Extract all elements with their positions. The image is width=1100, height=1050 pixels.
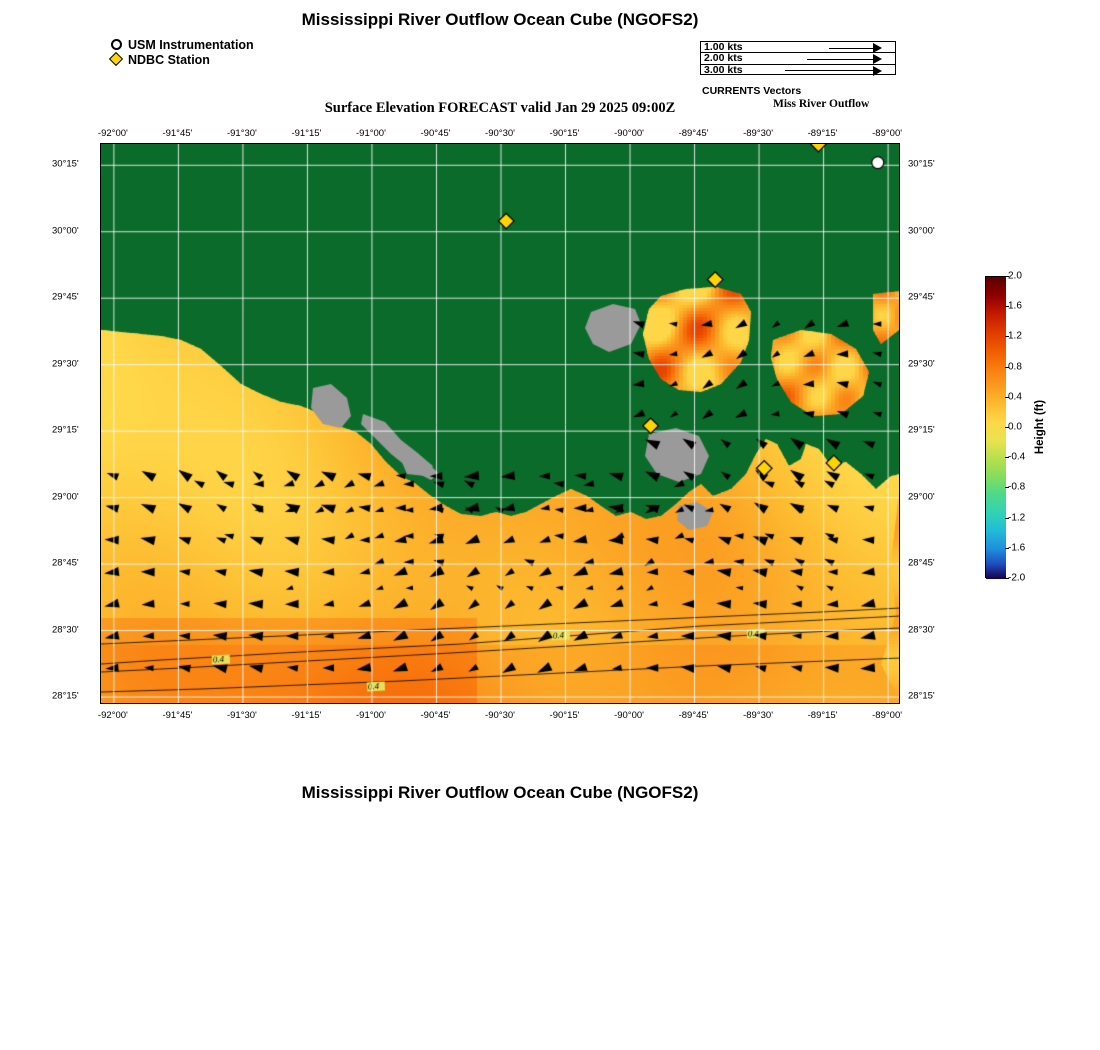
vector-arrowhead-3kt — [873, 66, 882, 76]
x-tick-label-top: -90°15' — [549, 128, 580, 139]
x-tick-label-top: -90°30' — [485, 128, 515, 139]
y-tick-label-right: 30°15' — [908, 158, 935, 170]
vector-arrowhead-1kt — [873, 43, 882, 53]
vector-key-label: 3.00 kts — [704, 63, 743, 76]
x-tick-label-top: -91°00' — [355, 128, 386, 139]
x-tick-label-bottom: -91°30' — [226, 710, 257, 721]
x-tick-label-bottom: -90°45' — [420, 710, 451, 721]
x-tick-label-top: -90°45' — [420, 128, 451, 139]
y-tick-label-right: 29°15' — [908, 424, 935, 436]
y-tick-label-right: 30°00' — [908, 225, 935, 237]
x-tick-label-bottom: -89°00' — [872, 710, 903, 721]
legend-label-usm: USM Instrumentation — [128, 38, 254, 52]
y-tick-label-left: 28°15' — [52, 690, 79, 702]
vector-arrowhead-2kt — [873, 54, 882, 64]
vector-key-label: 1.00 kts — [704, 41, 743, 53]
colorbar-tick-label: 2.0 — [1008, 270, 1022, 282]
ndbc-station-icon — [109, 52, 123, 66]
vector-shaft-1kt — [829, 48, 873, 49]
colorbar — [985, 276, 1005, 578]
x-tick-label-bottom: -89°30' — [743, 710, 774, 721]
y-tick-label-left: 29°30' — [52, 358, 79, 370]
x-tick-label-bottom: -91°15' — [291, 710, 322, 721]
colorbar-tick-label: -2.0 — [1008, 572, 1026, 584]
x-tick-label-bottom: -91°45' — [162, 710, 193, 721]
y-tick-label-left: 30°15' — [52, 158, 79, 170]
y-tick-label-right: 28°45' — [908, 557, 935, 569]
x-tick-label-bottom: -89°45' — [678, 710, 709, 721]
y-tick-label-right: 29°00' — [908, 491, 935, 503]
map-plot-area[interactable] — [100, 143, 900, 704]
y-tick-label-right: 29°30' — [908, 358, 935, 370]
x-tick-label-bottom: -90°00' — [614, 710, 644, 721]
vector-key-label: 2.00 kts — [704, 52, 743, 65]
y-tick-label-left: 28°45' — [52, 557, 79, 569]
x-tick-label-bottom: -91°00' — [355, 710, 386, 721]
colorbar-tick-label: 0.0 — [1008, 421, 1022, 433]
colorbar-gradient — [986, 277, 1006, 579]
x-tick-label-bottom: -90°30' — [485, 710, 515, 721]
y-tick-label-left: 29°15' — [52, 424, 79, 436]
usm-station-icon — [111, 39, 122, 50]
x-tick-label-top: -92°00' — [97, 128, 128, 139]
currents-vector-key — [700, 41, 896, 75]
y-tick-label-left: 30°00' — [52, 225, 79, 237]
x-tick-label-bottom: -89°15' — [807, 710, 838, 721]
vector-key-row — [701, 65, 895, 76]
page-title: Mississippi River Outflow Ocean Cube (NGOFS2) — [301, 10, 699, 29]
vector-shaft-3kt — [785, 70, 873, 71]
x-tick-label-bottom: -90°15' — [549, 710, 580, 721]
forecast-subtitle: Surface Elevation FORECAST valid Jan 29 2025 09:00Z — [324, 100, 676, 116]
y-tick-label-right: 29°45' — [908, 291, 935, 303]
legend-label-ndbc: NDBC Station — [128, 53, 210, 67]
vector-key-row — [701, 53, 895, 64]
y-tick-label-right: 28°15' — [908, 690, 935, 702]
colorbar-tick-label: -0.8 — [1008, 481, 1026, 493]
colorbar-tick-label: -1.2 — [1008, 512, 1026, 524]
x-tick-label-top: -89°00' — [872, 128, 903, 139]
vector-shaft-2kt — [807, 59, 873, 60]
colorbar-tick-label: 1.6 — [1008, 300, 1022, 312]
bottom-title: Mississippi River Outflow Ocean Cube (NGOFS2) — [301, 783, 699, 802]
x-tick-label-top: -91°45' — [162, 128, 193, 139]
x-tick-label-top: -89°45' — [678, 128, 709, 139]
colorbar-tick-label: 0.4 — [1008, 391, 1022, 403]
x-tick-label-top: -91°30' — [226, 128, 257, 139]
outflow-annotation: Miss River Outflow — [773, 98, 870, 110]
x-tick-label-top: -89°30' — [743, 128, 774, 139]
y-tick-label-left: 29°45' — [52, 291, 79, 303]
map-field-canvas — [101, 144, 900, 704]
currents-caption: CURRENTS Vectors — [702, 85, 802, 97]
y-tick-label-left: 28°30' — [52, 624, 79, 636]
y-tick-label-left: 29°00' — [52, 491, 79, 503]
colorbar-tick-label: 0.8 — [1008, 361, 1022, 373]
colorbar-tick-label: 1.2 — [1008, 330, 1022, 342]
x-tick-label-top: -90°00' — [614, 128, 644, 139]
x-tick-label-top: -91°15' — [291, 128, 322, 139]
colorbar-axis-label: Height (ft) — [1034, 399, 1046, 455]
colorbar-tick-label: -1.6 — [1008, 542, 1026, 554]
x-tick-label-bottom: -92°00' — [97, 710, 128, 721]
x-tick-label-top: -89°15' — [807, 128, 838, 139]
colorbar-tick-label: -0.4 — [1008, 451, 1026, 463]
y-tick-label-right: 28°30' — [908, 624, 935, 636]
